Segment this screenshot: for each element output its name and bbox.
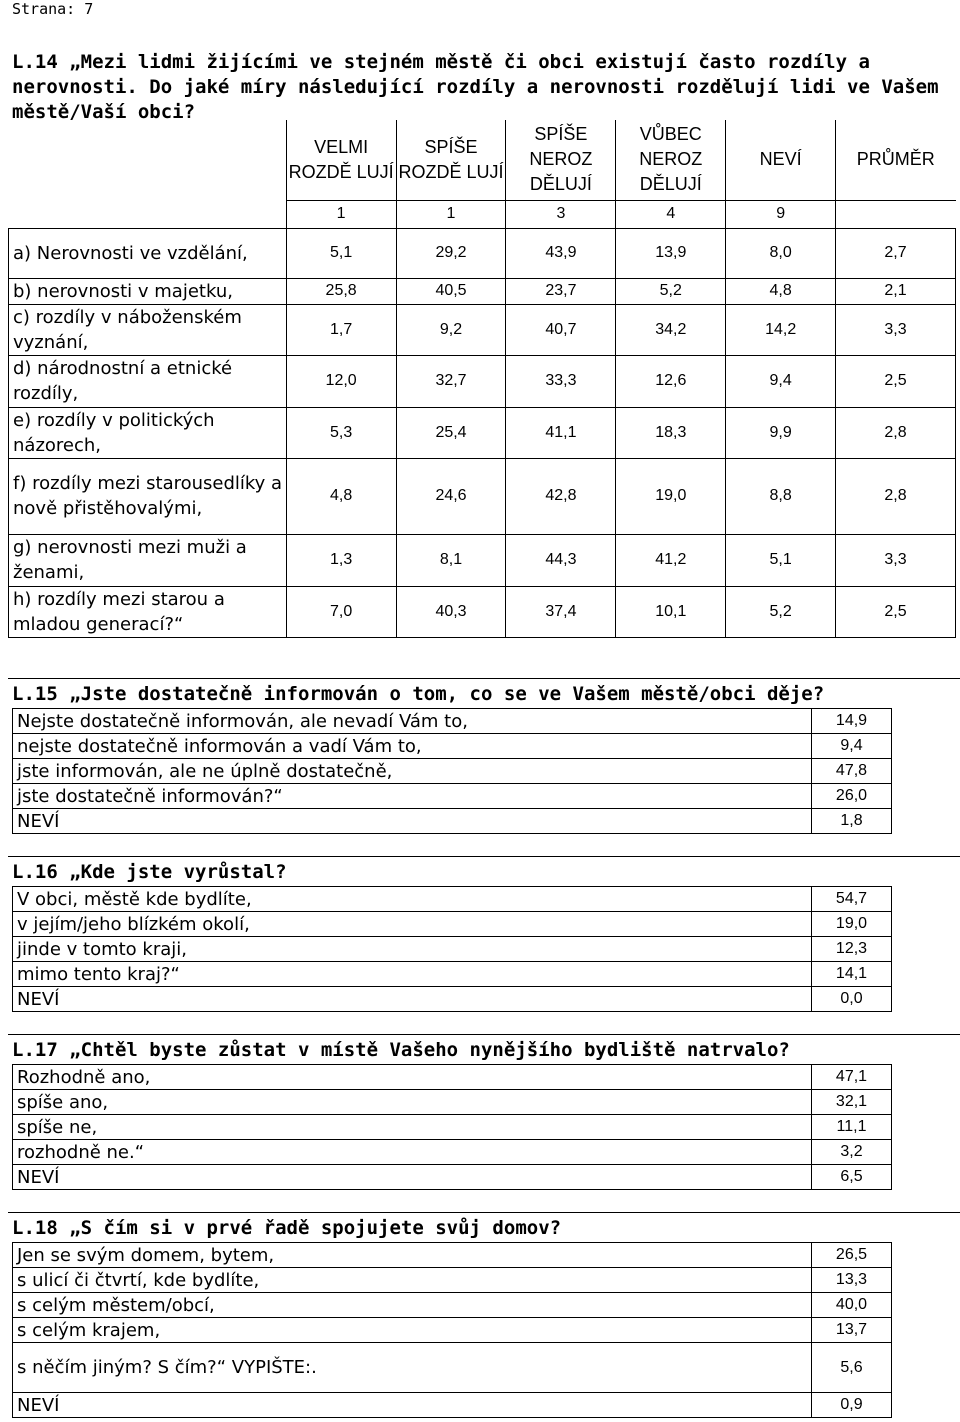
value-cell: 4,8 xyxy=(286,458,396,534)
option-label: V obci, městě kde bydlíte, xyxy=(13,887,812,912)
option-value: 6,5 xyxy=(812,1165,892,1190)
value-cell: 29,2 xyxy=(396,228,506,278)
value-cell: 8,1 xyxy=(396,534,506,586)
table-row xyxy=(13,709,892,734)
value-cell: 12,0 xyxy=(286,355,396,407)
table-row xyxy=(13,734,892,759)
question-18-table xyxy=(12,1242,892,1418)
code-cell: 4 xyxy=(616,200,726,228)
value-cell: 9,2 xyxy=(396,304,506,355)
option-value: 47,1 xyxy=(812,1065,892,1090)
value-cell: 44,3 xyxy=(506,534,616,586)
table-row xyxy=(13,1318,892,1343)
section-divider xyxy=(8,856,960,857)
option-value: 0,0 xyxy=(812,987,892,1012)
option-label: s celým krajem, xyxy=(13,1318,812,1343)
option-value: 26,5 xyxy=(812,1243,892,1268)
question-15-table xyxy=(12,708,892,834)
value-cell: 43,9 xyxy=(506,228,616,278)
value-cell: 2,5 xyxy=(836,586,956,637)
value-cell: 13,9 xyxy=(616,228,726,278)
value-cell: 18,3 xyxy=(616,407,726,458)
value-cell: 2,8 xyxy=(836,407,956,458)
option-value: 19,0 xyxy=(812,912,892,937)
table-row xyxy=(9,458,956,534)
question-16-table xyxy=(12,886,892,1012)
value-cell: 34,2 xyxy=(616,304,726,355)
row-label: c) rozdíly v náboženském vyznání, xyxy=(9,304,287,355)
value-cell: 40,3 xyxy=(396,586,506,637)
table-row xyxy=(13,1293,892,1318)
question-14-title: L.14 „Mezi lidmi žijícími ve stejném městě či obci existují často rozdíly a nerovnosti. Do jaké míry následující rozdíly a nerovnosti rozdělují lidi ve Vašem městě/Vaší obci? xyxy=(12,51,939,123)
table-row xyxy=(13,759,892,784)
section-divider xyxy=(8,1034,960,1035)
option-label: Rozhodně ano, xyxy=(13,1065,812,1090)
table-row xyxy=(9,228,956,278)
option-value: 26,0 xyxy=(812,784,892,809)
value-cell: 5,1 xyxy=(286,228,396,278)
row-label: g) nerovnosti mezi muži a ženami, xyxy=(9,534,287,586)
option-label: s celým městem/obcí, xyxy=(13,1293,812,1318)
value-cell: 12,6 xyxy=(616,355,726,407)
row-label: a) Nerovnosti ve vzdělání, xyxy=(9,228,287,278)
value-cell: 5,3 xyxy=(286,407,396,458)
table-row xyxy=(13,1393,892,1418)
header-velmi-rozdeluji: VELMI ROZDĚ LUJÍ xyxy=(286,120,396,200)
option-label: jste informován, ale ne úplně dostatečně, xyxy=(13,759,812,784)
option-value: 5,6 xyxy=(812,1343,892,1393)
option-value: 13,3 xyxy=(812,1268,892,1293)
option-label: spíše ano, xyxy=(13,1090,812,1115)
table-row xyxy=(13,937,892,962)
table-row xyxy=(9,586,956,637)
row-label: h) rozdíly mezi starou a mladou generací?“ xyxy=(9,586,287,637)
option-value: 1,8 xyxy=(812,809,892,834)
table-row xyxy=(13,1140,892,1165)
value-cell: 41,2 xyxy=(616,534,726,586)
value-cell: 40,5 xyxy=(396,278,506,304)
question-17-title: L.17 „Chtěl byste zůstat v místě Vašeho nynějšího bydliště natrvalo? xyxy=(12,1039,790,1061)
value-cell: 9,9 xyxy=(726,407,836,458)
value-cell: 2,8 xyxy=(836,458,956,534)
header-spise-rozdeluji: SPÍŠE ROZDĚ LUJÍ xyxy=(396,120,506,200)
value-cell: 2,1 xyxy=(836,278,956,304)
code-cell xyxy=(836,200,956,228)
table-row xyxy=(9,534,956,586)
table-row xyxy=(13,912,892,937)
page-number: Strana: 7 xyxy=(12,0,94,18)
table-row xyxy=(13,987,892,1012)
table-row xyxy=(9,407,956,458)
table-row xyxy=(13,1268,892,1293)
option-label: NEVÍ xyxy=(13,1165,812,1190)
table-row xyxy=(13,1090,892,1115)
code-cell: 1 xyxy=(286,200,396,228)
option-value: 13,7 xyxy=(812,1318,892,1343)
value-cell: 19,0 xyxy=(616,458,726,534)
option-label: mimo tento kraj?“ xyxy=(13,962,812,987)
question-17-table xyxy=(12,1064,892,1190)
value-cell: 1,7 xyxy=(286,304,396,355)
option-value: 0,9 xyxy=(812,1393,892,1418)
header-prumer: PRŮMĚR xyxy=(836,120,956,200)
section-divider xyxy=(8,678,960,679)
option-label: nejste dostatečně informován a vadí Vám to, xyxy=(13,734,812,759)
section-divider xyxy=(8,1212,960,1213)
row-label: d) národnostní a etnické rozdíly, xyxy=(9,355,287,407)
option-label: v jejím/jeho blízkém okolí, xyxy=(13,912,812,937)
row-label: b) nerovnosti v majetku, xyxy=(9,278,287,304)
value-cell: 8,8 xyxy=(726,458,836,534)
question-15-title: L.15 „Jste dostatečně informován o tom, co se ve Vašem městě/obci děje? xyxy=(12,683,825,705)
value-cell: 32,7 xyxy=(396,355,506,407)
option-label: s něčím jiným? S čím?“ VYPIŠTE:. xyxy=(13,1343,812,1393)
option-label: Jen se svým domem, bytem, xyxy=(13,1243,812,1268)
value-cell: 5,2 xyxy=(616,278,726,304)
code-cell: 3 xyxy=(506,200,616,228)
option-label: jste dostatečně informován?“ xyxy=(13,784,812,809)
value-cell: 5,1 xyxy=(726,534,836,586)
option-value: 14,1 xyxy=(812,962,892,987)
header-spise-nerozdeluji: SPÍŠE NEROZ DĚLUJÍ xyxy=(506,120,616,200)
table-row xyxy=(13,1243,892,1268)
table-row xyxy=(13,1065,892,1090)
question-16-title: L.16 „Kde jste vyrůstal? xyxy=(12,861,287,883)
option-value: 54,7 xyxy=(812,887,892,912)
value-cell: 24,6 xyxy=(396,458,506,534)
option-label: Nejste dostatečně informován, ale nevadí Vám to, xyxy=(13,709,812,734)
value-cell: 42,8 xyxy=(506,458,616,534)
value-cell: 7,0 xyxy=(286,586,396,637)
value-cell: 14,2 xyxy=(726,304,836,355)
option-value: 40,0 xyxy=(812,1293,892,1318)
option-label: NEVÍ xyxy=(13,1393,812,1418)
option-value: 47,8 xyxy=(812,759,892,784)
value-cell: 25,4 xyxy=(396,407,506,458)
option-value: 11,1 xyxy=(812,1115,892,1140)
table-row xyxy=(13,1343,892,1393)
value-cell: 33,3 xyxy=(506,355,616,407)
option-label: NEVÍ xyxy=(13,987,812,1012)
header-vubec-nerozdeluji: VŮBEC NEROZ DĚLUJÍ xyxy=(616,120,726,200)
value-cell: 2,5 xyxy=(836,355,956,407)
value-cell: 2,7 xyxy=(836,228,956,278)
table-row xyxy=(9,278,956,304)
value-cell: 41,1 xyxy=(506,407,616,458)
value-cell: 37,4 xyxy=(506,586,616,637)
value-cell: 9,4 xyxy=(726,355,836,407)
table-row xyxy=(13,1115,892,1140)
value-cell: 5,2 xyxy=(726,586,836,637)
value-cell: 40,7 xyxy=(506,304,616,355)
table-row xyxy=(13,887,892,912)
question-14-table xyxy=(8,120,956,638)
table-row xyxy=(13,784,892,809)
value-cell: 25,8 xyxy=(286,278,396,304)
value-cell: 3,3 xyxy=(836,304,956,355)
option-label: jinde v tomto kraji, xyxy=(13,937,812,962)
value-cell: 1,3 xyxy=(286,534,396,586)
table-row xyxy=(9,355,956,407)
option-value: 14,9 xyxy=(812,709,892,734)
value-cell: 10,1 xyxy=(616,586,726,637)
option-value: 9,4 xyxy=(812,734,892,759)
option-value: 12,3 xyxy=(812,937,892,962)
question-18-title: L.18 „S čím si v prvé řadě spojujete svůj domov? xyxy=(12,1217,562,1239)
row-label: e) rozdíly v politických názorech, xyxy=(9,407,287,458)
table-row xyxy=(13,962,892,987)
table-row xyxy=(13,809,892,834)
option-label: NEVÍ xyxy=(13,809,812,834)
table-row xyxy=(13,1165,892,1190)
value-cell: 8,0 xyxy=(726,228,836,278)
option-value: 3,2 xyxy=(812,1140,892,1165)
option-label: spíše ne, xyxy=(13,1115,812,1140)
option-value: 32,1 xyxy=(812,1090,892,1115)
value-cell: 4,8 xyxy=(726,278,836,304)
value-cell: 3,3 xyxy=(836,534,956,586)
option-label: s ulicí či čtvrtí, kde bydlíte, xyxy=(13,1268,812,1293)
value-cell: 23,7 xyxy=(506,278,616,304)
header-nevi: NEVÍ xyxy=(726,120,836,200)
row-label: f) rozdíly mezi starousedlíky a nově přistěhovalými, xyxy=(9,458,287,534)
option-label: rozhodně ne.“ xyxy=(13,1140,812,1165)
code-cell: 9 xyxy=(726,200,836,228)
table-row xyxy=(9,304,956,355)
code-cell: 1 xyxy=(396,200,506,228)
